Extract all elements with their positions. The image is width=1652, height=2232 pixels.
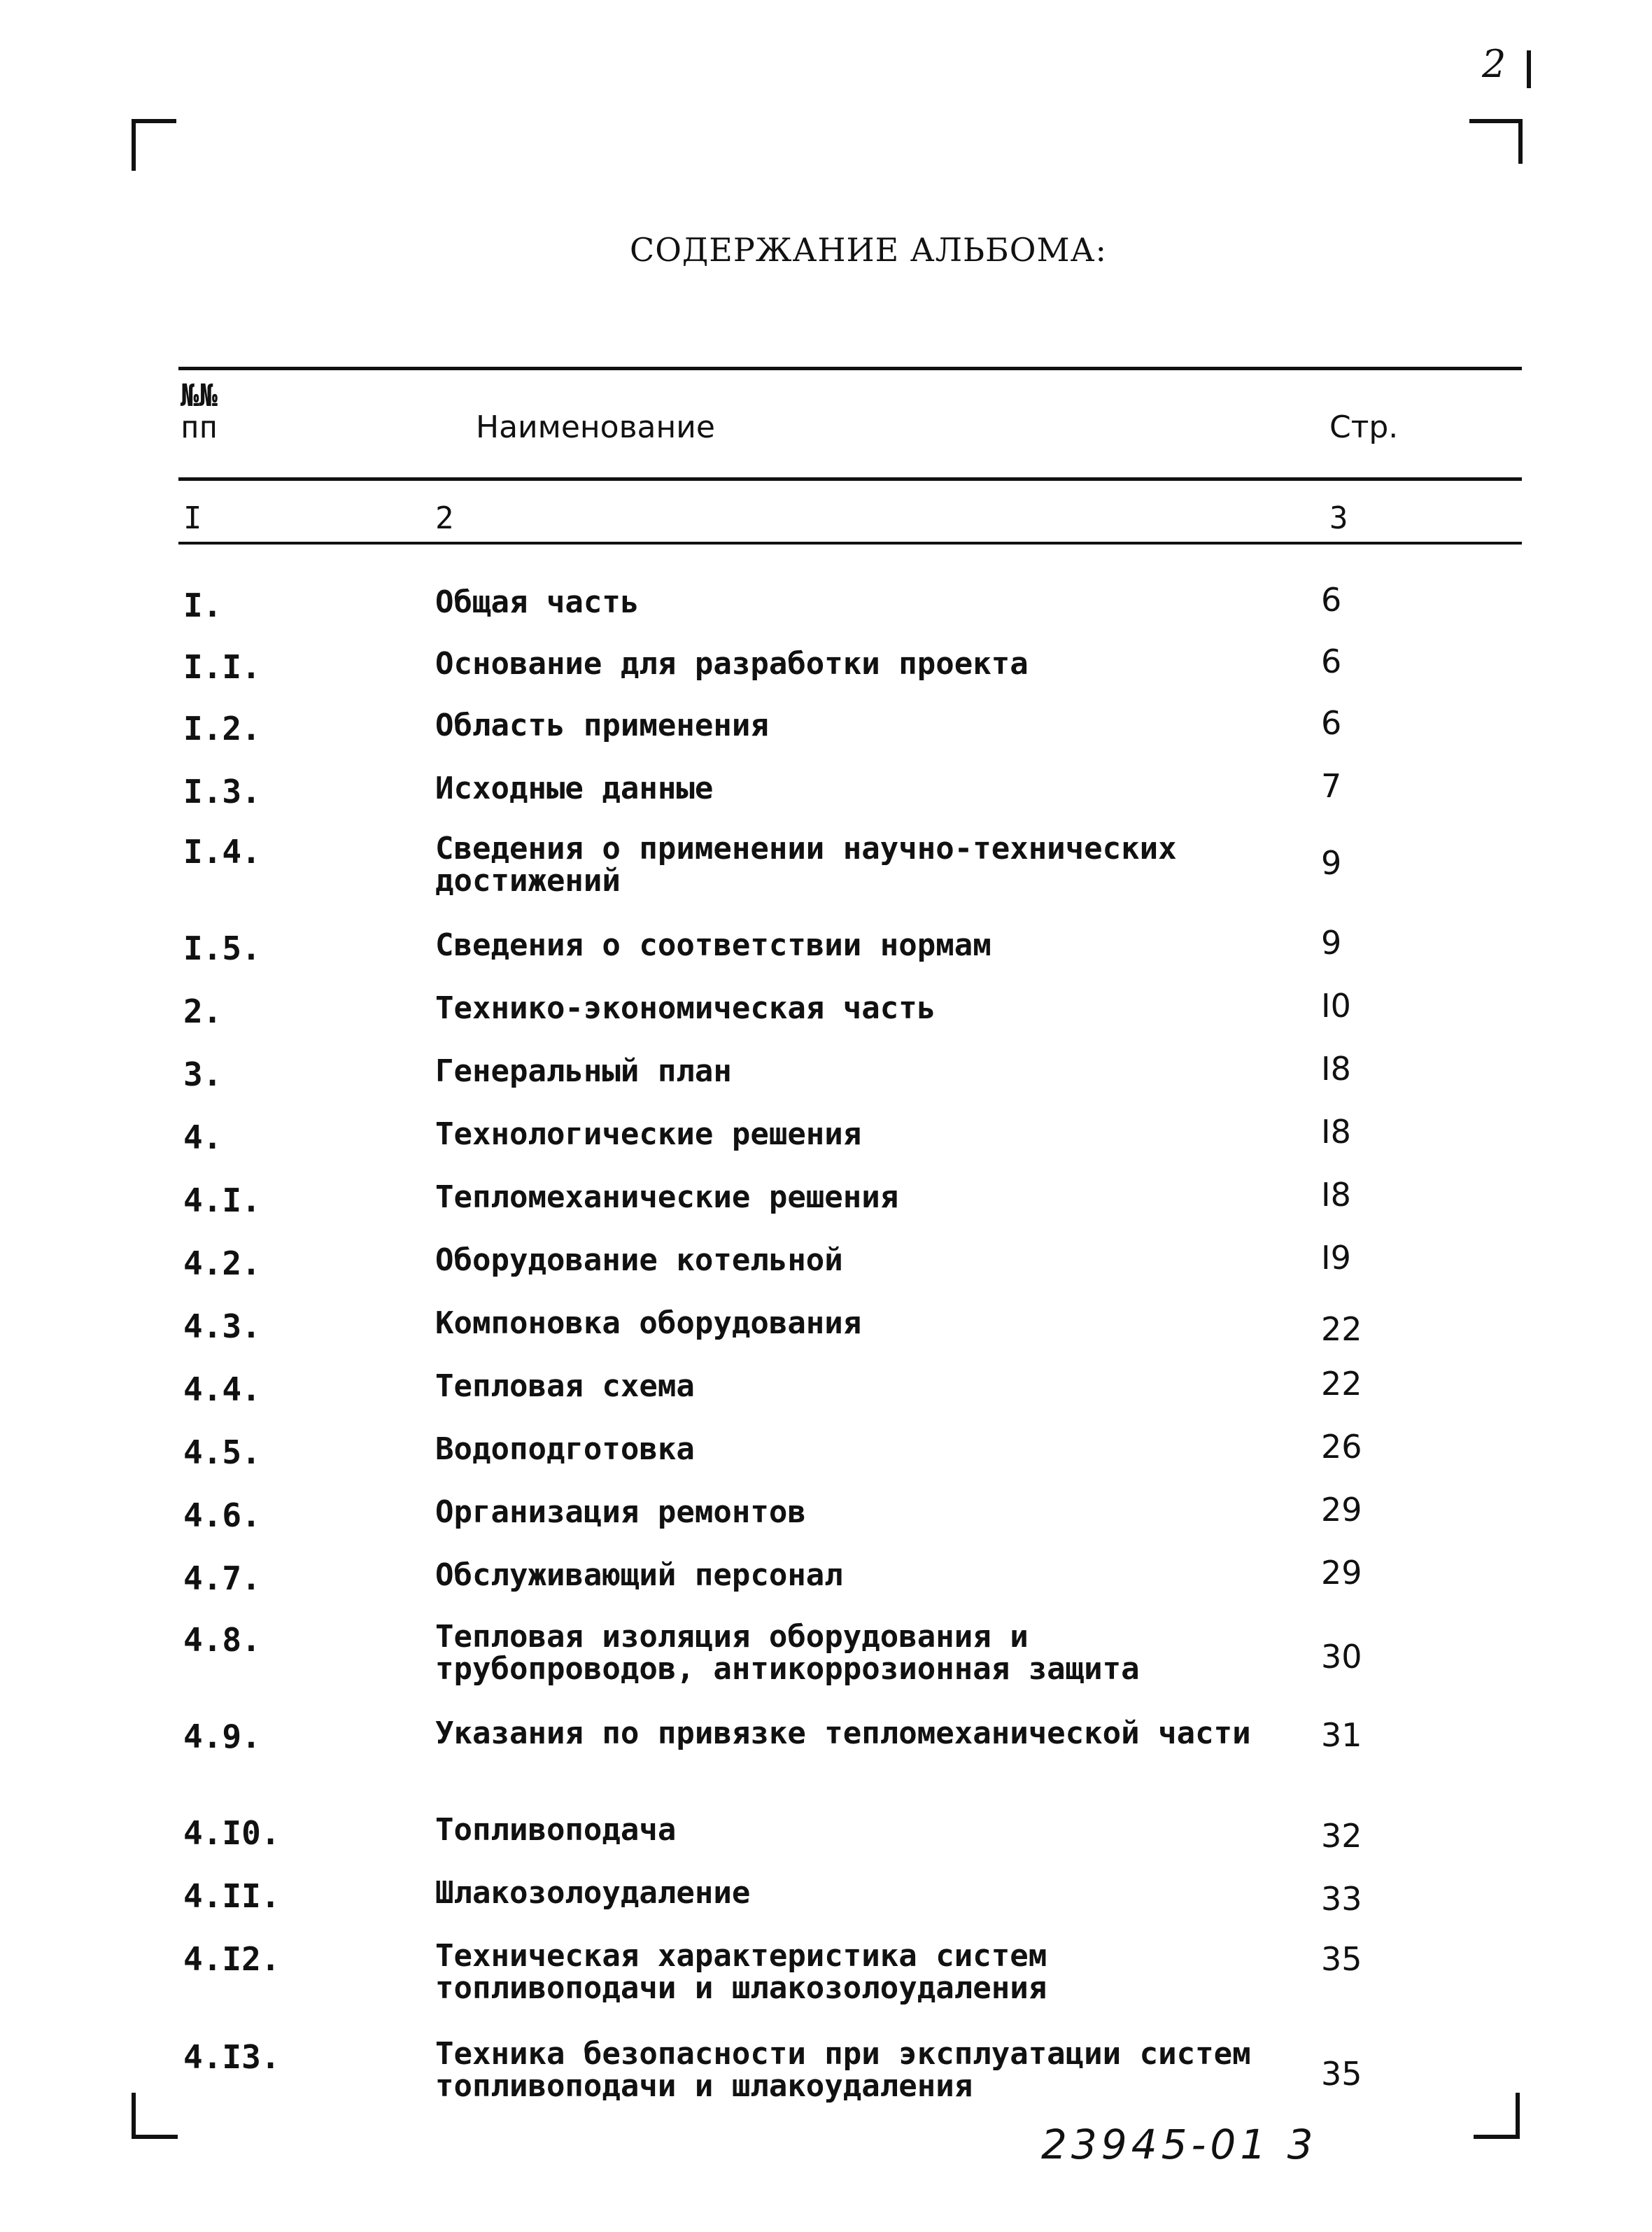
toc-row-title: Сведения о соответствии нормам xyxy=(435,927,991,963)
toc-row-title: Основание для разработки проекта xyxy=(435,646,1029,682)
toc-row-page: 22 xyxy=(1321,1310,1362,1348)
toc-row-number: 4.9. xyxy=(183,1718,261,1755)
toc-row-title: Шлакозолоудаление xyxy=(435,1875,751,1911)
toc-row-title: Технико-экономическая часть xyxy=(435,990,936,1026)
toc-row-number: 2. xyxy=(183,992,223,1030)
header-name-label: Наименование xyxy=(476,409,715,445)
toc-row-title: Оборудование котельной xyxy=(435,1242,843,1278)
toc-row-title: Указания по привязке тепломеханической части xyxy=(435,1715,1251,1751)
toc-row-title: Организация ремонтов xyxy=(435,1494,806,1530)
toc-row-page: I8 xyxy=(1321,1113,1351,1151)
toc-row-number: 4.I0. xyxy=(183,1814,281,1852)
toc-row-title: Сведения о применении научно-технических достижений xyxy=(435,831,1177,899)
toc-row-number: 4.2. xyxy=(183,1244,261,1282)
corner-mark-top-left xyxy=(132,119,176,171)
toc-row-number: I.5. xyxy=(183,929,261,967)
header-divider-rule xyxy=(178,477,1522,481)
toc-row-title: Генеральный план xyxy=(435,1053,732,1089)
corner-mark-top-right xyxy=(1469,119,1523,164)
toc-row-page: 26 xyxy=(1321,1428,1362,1466)
page-title: СОДЕРЖАНИЕ АЛЬБОМА: xyxy=(630,231,1107,269)
column-number-2: 2 xyxy=(435,500,454,536)
toc-row-number: 4.5. xyxy=(183,1433,261,1471)
toc-row-title: Исходные данные xyxy=(435,771,714,806)
toc-row-page: 29 xyxy=(1321,1491,1362,1529)
toc-row-number: I.2. xyxy=(183,710,261,747)
toc-row-page: 6 xyxy=(1321,704,1342,742)
toc-row-page: 35 xyxy=(1321,2055,1362,2093)
toc-row-number: 4. xyxy=(183,1118,223,1156)
header-page-label: Стр. xyxy=(1329,409,1399,445)
toc-row-number: I. xyxy=(183,587,223,624)
page-number-mark xyxy=(1527,50,1531,88)
table-top-rule xyxy=(178,367,1522,370)
toc-row-number: 4.I2. xyxy=(183,1940,281,1978)
toc-row-page: 33 xyxy=(1321,1880,1362,1918)
toc-row-number: 4.4. xyxy=(183,1370,261,1408)
toc-row-page: I8 xyxy=(1321,1050,1351,1088)
toc-row-number: I.3. xyxy=(183,773,261,810)
toc-row-page: 35 xyxy=(1321,1940,1362,1978)
toc-row-page: 22 xyxy=(1321,1365,1362,1403)
toc-row-page: I8 xyxy=(1321,1176,1351,1214)
toc-row-title: Тепловая изоляция оборудования и трубопроводов, антикоррозионная защита xyxy=(435,1619,1140,1687)
corner-mark-bottom-right xyxy=(1474,2093,1520,2139)
toc-row-number: 4.6. xyxy=(183,1496,261,1534)
toc-row-number: I.I. xyxy=(183,648,261,686)
header-number-symbol: №№ xyxy=(181,378,218,414)
toc-row-page: 29 xyxy=(1321,1554,1362,1592)
toc-row-title: Общая часть xyxy=(435,584,640,620)
toc-row-number: 3. xyxy=(183,1055,223,1093)
toc-row-title: Техническая характеристика систем топливоподачи и шлакозолоудаления xyxy=(435,1938,1047,2006)
toc-row-title: Тепловая схема xyxy=(435,1368,695,1404)
corner-mark-bottom-left xyxy=(132,2093,178,2139)
toc-row-title: Водоподготовка xyxy=(435,1431,695,1467)
toc-row-number: 4.I3. xyxy=(183,2038,281,2076)
toc-row-page: 30 xyxy=(1321,1638,1362,1676)
toc-row-title: Область применения xyxy=(435,708,769,743)
toc-row-page: 31 xyxy=(1321,1716,1362,1754)
toc-row-page: I9 xyxy=(1321,1239,1351,1277)
column-number-1: I xyxy=(183,500,202,536)
toc-row-title: Топливоподача xyxy=(435,1812,677,1848)
toc-row-title: Технологические решения xyxy=(435,1116,862,1152)
toc-row-title: Техника безопасности при эксплуатации систем топливоподачи и шлакоудаления xyxy=(435,2036,1251,2104)
toc-row-title: Компоновка оборудования xyxy=(435,1305,862,1341)
toc-row-page: I0 xyxy=(1321,987,1351,1025)
page-number: 2 xyxy=(1482,42,1506,86)
toc-row-title: Обслуживающий персонал xyxy=(435,1557,843,1593)
toc-row-number: I.4. xyxy=(183,833,261,871)
toc-row-page: 9 xyxy=(1321,924,1342,962)
toc-row-title: Тепломеханические решения xyxy=(435,1179,899,1215)
toc-row-page: 6 xyxy=(1321,643,1342,680)
toc-row-page: 7 xyxy=(1321,767,1342,805)
toc-row-number: 4.I. xyxy=(183,1181,261,1219)
header-number-label: пп xyxy=(181,409,218,445)
toc-row-number: 4.8. xyxy=(183,1621,261,1659)
toc-row-number: 4.II. xyxy=(183,1877,281,1915)
toc-row-number: 4.7. xyxy=(183,1559,261,1597)
toc-row-page: 6 xyxy=(1321,581,1342,619)
document-code: 23945-01 3 xyxy=(1041,2121,1318,2168)
toc-row-page: 9 xyxy=(1321,844,1342,882)
column-number-3: 3 xyxy=(1329,500,1348,536)
toc-row-page: 32 xyxy=(1321,1817,1362,1855)
column-numbers-rule xyxy=(178,542,1522,545)
toc-row-number: 4.3. xyxy=(183,1307,261,1345)
